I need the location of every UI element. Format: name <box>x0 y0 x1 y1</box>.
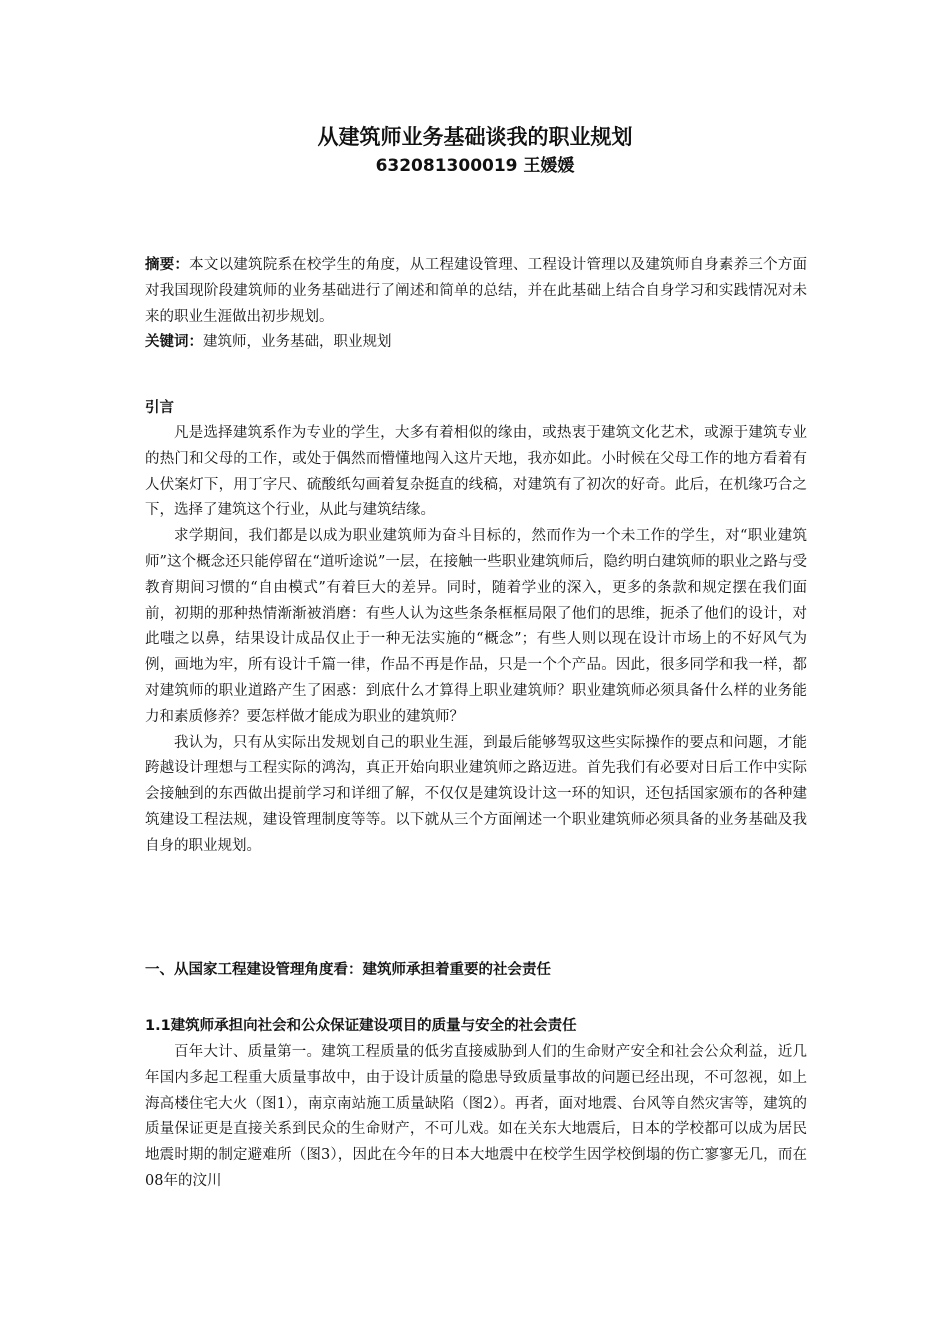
section-1-heading: 一、从国家工程建设管理角度看：建筑师承担着重要的社会责任 <box>145 962 551 978</box>
abstract-text: 本文以建筑院系在校学生的角度，从工程建设管理、工程设计管理以及建筑师自身素养三个方面对我国现阶段建筑师的业务基础进行了阐述和简单的总结，并在此基础上结合自身学习和实践情况对未来的职业生涯做出初步规划。 <box>145 257 808 325</box>
abstract-label: 摘要： <box>145 257 190 273</box>
section-1-1-body <box>145 1040 807 1195</box>
intro-paragraph: 求学期间，我们都是以成为职业建筑师为奋斗目标的，然而作为一个未工作的学生，对“职业建筑师”这个概念还只能停留在“道听途说”一层，在接触一些职业建筑师后，隐约明白建筑师的职业之路与受教育期间习惯的“自由模式”有着巨大的差异。同时，随着学业的深入，更多的条款和规定摆在我们面前，初期的那种热情渐渐被消磨：有些人认为这些条条框框局限了他们的思维，扼杀了他们的设计，对此嗤之以鼻，结果设计成品仅止于一种无法实施的“概念”；有些人则以现在设计市场上的不好风气为例，画地为牢，所有设计千篇一律，作品不再是作品，只是一个个产品。因此，很多同学和我一样，都对建筑师的职业道路产生了困惑：到底什么才算得上职业建筑师？职业建筑师必须具备什么样的业务能力和素质修养？要怎样做才能成为职业的建筑师？ <box>145 528 807 725</box>
keywords-label: 关键词： <box>145 334 203 351</box>
intro-heading: 引言 <box>145 400 174 416</box>
intro-paragraph: 我认为，只有从实际出发规划自己的职业生涯，到最后能够驾驭这些实际操作的要点和问题，才能跨越设计理想与工程实际的鸿沟，真正开始向职业建筑师之路迈进。首先我们有必要对日后工作中实际会接触到的东西做出提前学习和详细了解，不仅仅是建筑设计这一环的知识，还包括国家颁布的各种建筑建设工程法规，建设管理制度等等。以下就从三个方面阐述一个职业建筑师必须具备的业务基础及我自身的职业规划。 <box>145 734 807 854</box>
intro-body <box>145 421 807 860</box>
abstract-block <box>145 253 807 356</box>
section-1-1-heading: 1.1建筑师承担向社会和公众保证建设项目的质量与安全的社会责任 <box>145 1018 577 1034</box>
page-title: 从建筑师业务基础谈我的职业规划 <box>317 125 633 149</box>
keywords-text: 建筑师，业务基础，职业规划 <box>203 334 392 351</box>
intro-paragraph: 凡是选择建筑系作为专业的学生，大多有着相似的缘由，或热衷于建筑文化艺术，或源于建筑专业的热门和父母的工作，或处于偶然而懵懂地闯入这片天地，我亦如此。小时候在父母工作的地方看着有人伏案灯下，用丁字尺、硫酸纸勾画着复杂挺直的线稿，对建筑有了初次的好奇。此后，在机缘巧合之下，选择了建筑这个行业，从此与建筑结缘。 <box>145 425 807 519</box>
section-1-1-paragraph: 百年大计、质量第一。建筑工程质量的低劣直接威胁到人们的生命财产安全和社会公众利益，近几年国内多起工程重大质量事故中，由于设计质量的隐患导致质量事故的问题已经出现，不可忽视，如上海高楼住宅大火（图1），南京南站施工质量缺陷（图2）。再者，面对地震、台风等自然灾害等，建筑的质量保证更是直接关系到民众的生命财产，不可儿戏。如在关东大地震后，日本的学校都可以成为居民地震时期的制定避难所（图3），因此在今年的日本大地震中在校学生因学校倒塌的伤亡寥寥无几，而在08年的汶川 <box>145 1044 807 1189</box>
keywords-paragraph <box>145 330 807 356</box>
abstract-paragraph <box>145 253 807 330</box>
author-line: 632081300019 王媛媛 <box>375 156 575 176</box>
